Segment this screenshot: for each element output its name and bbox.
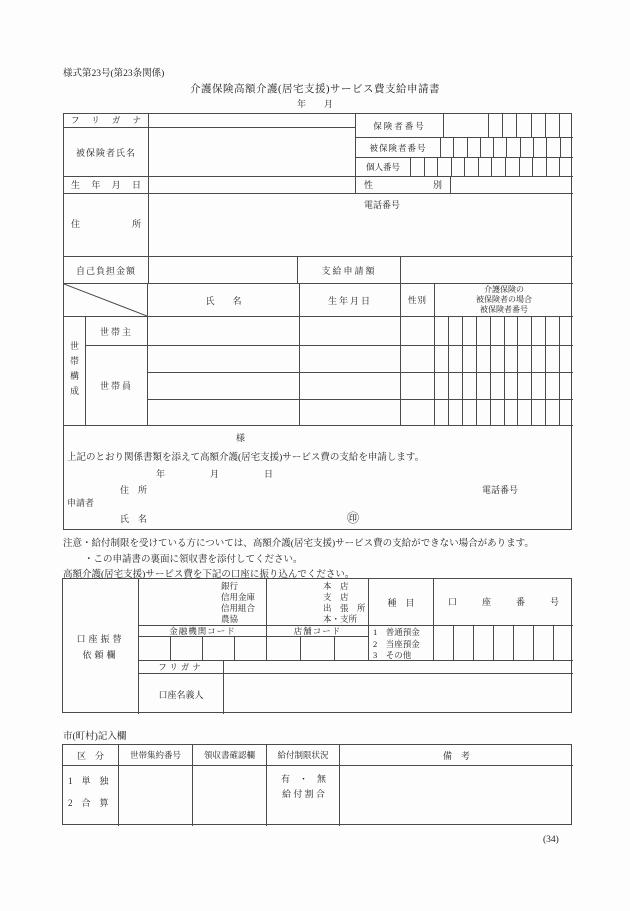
account-kind-options	[369, 626, 434, 661]
digit-cell	[300, 637, 334, 660]
self-pay-field	[149, 257, 298, 284]
household-number-header: 世帯集約番号	[119, 745, 193, 766]
category-option-single: 1 単 独	[68, 776, 109, 786]
digit-cell	[462, 373, 476, 399]
digit-cell	[517, 317, 531, 345]
digit-cell	[505, 158, 519, 176]
household-member1-name-field	[148, 346, 300, 373]
fi-code-label: 金融機関コード	[139, 626, 267, 637]
digit-cell	[533, 626, 553, 660]
digit-cell	[506, 138, 519, 157]
household-col-sex: 性別	[401, 284, 435, 317]
bank-type-shinkin: 信用金庫	[221, 592, 256, 602]
branch-type-branch: 支 店	[323, 592, 349, 602]
household-col-birth: 生年月日	[300, 284, 401, 317]
digit-cell	[411, 158, 424, 176]
applicant-name-label: 氏 名	[120, 514, 148, 524]
digit-cell	[545, 346, 559, 372]
digit-cell	[546, 158, 560, 176]
digit-cell	[517, 400, 531, 425]
insurer-number-blank	[444, 114, 489, 138]
account-number-cells	[434, 626, 573, 661]
restriction-yes-no: 有 ・ 無	[280, 774, 326, 784]
digit-cell	[545, 373, 559, 399]
kind-option-ordinary: 1 普通預金	[373, 627, 420, 637]
account-number-header: 口 座 番 号	[434, 579, 573, 626]
digit-cell	[517, 373, 531, 399]
household-head-number-cells	[435, 317, 573, 346]
form-number: 様式第23号(第23条関係)	[63, 69, 165, 79]
digit-cell	[545, 317, 559, 345]
application-statement-block	[64, 426, 573, 531]
applicant-label: 申請者	[67, 498, 95, 508]
household-head-name-field	[148, 317, 300, 346]
digit-cell	[489, 114, 502, 137]
digit-cell	[462, 346, 476, 372]
category-option-combined: 2 合 算	[68, 798, 109, 808]
digit-cell	[448, 400, 462, 425]
page-number: (34)	[543, 835, 559, 845]
household-col-name: 氏 名	[148, 284, 300, 317]
digit-cell	[462, 400, 476, 425]
remarks-header: 備 考	[340, 745, 573, 766]
household-member1-sex-field	[401, 346, 435, 373]
household-member1-birth-field	[300, 346, 401, 373]
digit-cell	[531, 346, 545, 372]
claim-amount-field	[401, 257, 573, 284]
digit-cell	[502, 114, 516, 137]
household-member2-birth-field	[300, 373, 401, 400]
digit-cell	[441, 138, 453, 157]
receipt-check-header: 領収書確認欄	[193, 745, 267, 766]
household-group-label: 世帯構成	[64, 317, 86, 426]
digit-cell	[490, 317, 504, 345]
claim-amount-label: 支給申請額	[298, 257, 401, 284]
personal-number-label: 個人番号	[356, 158, 411, 177]
digit-cell	[531, 400, 545, 425]
birth-date-field	[149, 177, 356, 194]
insurer-number-cells	[489, 114, 573, 138]
household-member3-number-cells	[435, 400, 573, 426]
benefit-restriction-header: 給付制限状況	[267, 745, 340, 766]
digit-cell	[462, 317, 476, 345]
digit-cell	[531, 373, 545, 399]
household-member-label: 世帯員	[86, 346, 148, 426]
digit-cell	[559, 400, 573, 425]
household-head-sex-field	[401, 317, 435, 346]
digit-cell	[545, 114, 559, 137]
digit-cell	[435, 373, 448, 399]
branch-code-label: 店舗コード	[267, 626, 369, 637]
digit-cell	[559, 114, 573, 137]
digit-cell	[170, 637, 202, 660]
digit-cell	[531, 317, 545, 345]
digit-cell	[532, 158, 546, 176]
digit-cell	[516, 114, 530, 137]
digit-cell	[476, 400, 490, 425]
digit-cell	[531, 114, 545, 137]
remarks-field	[340, 766, 573, 826]
applicant-tel-label: 電話番号	[482, 485, 519, 495]
kind-option-other: 3 その他	[373, 650, 412, 660]
bank-type-credit-union: 信用組合	[221, 603, 256, 613]
note-receipt: ・この申請書の裏面に領収書を添付してください。	[84, 555, 303, 565]
digit-cell	[504, 317, 518, 345]
digit-cell	[546, 138, 559, 157]
fi-code-cells	[139, 637, 267, 661]
household-col-insured-number: 介護保険の 被保険者の場合 被保険者番号	[435, 284, 573, 317]
digit-cell	[553, 626, 573, 660]
digit-cell	[520, 138, 533, 157]
bank-transfer-table	[62, 578, 572, 713]
account-holder-field	[224, 674, 573, 714]
digit-cell	[334, 637, 368, 660]
digit-cell	[513, 626, 533, 660]
digit-cell	[435, 400, 448, 425]
addressee-suffix: 様	[236, 433, 246, 443]
bank-type-bank: 銀行	[221, 581, 239, 591]
household-member2-name-field	[148, 373, 300, 400]
household-member2-sex-field	[401, 373, 435, 400]
digit-cell	[504, 346, 518, 372]
digit-cell	[476, 317, 490, 345]
digit-cell	[519, 158, 533, 176]
address-field	[149, 194, 573, 257]
address-label: 住所	[64, 194, 149, 257]
digit-cell	[533, 138, 546, 157]
household-member3-sex-field	[401, 400, 435, 426]
category-header: 区 分	[63, 745, 119, 766]
digit-cell	[267, 637, 300, 660]
household-member3-name-field	[148, 400, 300, 426]
restriction-benefit-rate: 給 付 割 合	[282, 789, 325, 799]
category-field	[63, 766, 119, 826]
form-title: 介護保険高額介護(居宅支援)サービス費支給申請書	[190, 84, 440, 95]
holder-furigana-field	[224, 661, 573, 674]
branch-code-cells	[267, 637, 369, 661]
sex-label: 性別	[356, 177, 451, 194]
digit-cell	[234, 637, 266, 660]
digit-cell	[448, 373, 462, 399]
household-member3-birth-field	[300, 400, 401, 426]
branch-type-main-sub: 本・支所	[323, 614, 358, 624]
holder-furigana-label: フリガナ	[139, 661, 224, 674]
kind-option-current: 2 当座預金	[373, 638, 420, 649]
digit-cell	[504, 400, 518, 425]
household-head-label: 世帯主	[86, 317, 148, 346]
insured-name-field	[149, 128, 356, 177]
account-holder-label: 口座名義人	[139, 674, 224, 714]
digit-cell	[139, 637, 170, 660]
applicant-address-label: 住 所	[120, 485, 148, 495]
digit-cell	[559, 317, 573, 345]
digit-cell	[434, 626, 453, 660]
digit-cell	[451, 158, 465, 176]
branch-name-cell	[267, 579, 369, 626]
household-member1-number-cells	[435, 346, 573, 373]
digit-cell	[435, 317, 448, 345]
digit-cell	[464, 158, 478, 176]
digit-cell	[435, 346, 448, 372]
digit-cell	[478, 158, 492, 176]
digit-cell	[467, 138, 480, 157]
furigana-label: フリガナ	[64, 114, 149, 128]
application-statement: 上記のとおり関係書類を添えて高額介護(居宅支援)サービス費の支給を申請します。	[67, 453, 425, 463]
digit-cell	[491, 158, 505, 176]
insured-number-label: 被保険者番号	[356, 138, 441, 158]
household-diagonal-cell	[64, 284, 148, 317]
digit-cell	[448, 317, 462, 345]
account-kind-header: 種 目	[369, 579, 434, 626]
digit-cell	[493, 626, 513, 660]
municipal-section-label: 市(町村)記入欄	[63, 732, 127, 742]
digit-cell	[560, 138, 573, 157]
digit-cell	[424, 158, 438, 176]
furigana-field	[149, 114, 356, 128]
receipt-check-field	[193, 766, 267, 826]
application-date-line: 年 月 日	[156, 469, 274, 479]
digit-cell	[559, 346, 573, 372]
digit-cell	[437, 158, 451, 176]
digit-cell	[493, 138, 506, 157]
self-pay-label: 自己負担金額	[64, 257, 149, 284]
note-transfer: 高額介護(居宅支援)サービス費を下記の口座に振り込んでください。	[63, 570, 355, 580]
insurer-number-label: 保険者番号	[356, 114, 444, 138]
insured-name-label: 被保険者氏名	[64, 128, 149, 177]
transfer-request-label: 口座振替 依頼欄	[63, 579, 139, 714]
main-table	[63, 113, 572, 530]
insured-number-cells	[441, 138, 573, 158]
digit-cell	[490, 346, 504, 372]
personal-number-cells	[411, 158, 573, 177]
tel-label: 電話番号	[364, 200, 401, 210]
digit-cell	[559, 373, 573, 399]
note-caution: 注意・給付制限を受けている方については、高額介護(居宅支援)サービス費の支給ができない場合があります。	[63, 539, 534, 549]
digit-cell	[490, 400, 504, 425]
digit-cell	[202, 637, 234, 660]
digit-cell	[490, 373, 504, 399]
municipal-table	[62, 744, 572, 825]
birth-date-label: 生年月日	[64, 177, 149, 194]
seal-mark-icon: ㊞	[347, 511, 360, 525]
digit-cell	[476, 346, 490, 372]
digit-cell	[559, 158, 573, 176]
benefit-restriction-field	[267, 766, 340, 826]
household-head-birth-field	[300, 317, 401, 346]
branch-type-head-office: 本 店	[323, 581, 349, 591]
digit-cell	[453, 138, 466, 157]
sex-field	[451, 177, 573, 194]
household-member2-number-cells	[435, 373, 573, 400]
bank-type-agri-coop: 農協	[221, 614, 239, 624]
digit-cell	[448, 346, 462, 372]
digit-cell	[504, 373, 518, 399]
bank-name-cell	[139, 579, 267, 626]
branch-type-sub-branch: 出 張 所	[323, 603, 366, 613]
digit-cell	[476, 373, 490, 399]
digit-cell	[453, 626, 473, 660]
digit-cell	[545, 400, 559, 425]
household-number-field	[119, 766, 193, 826]
digit-cell	[517, 346, 531, 372]
digit-cell	[473, 626, 493, 660]
digit-cell	[480, 138, 493, 157]
header-year-month: 年 月	[296, 99, 333, 109]
